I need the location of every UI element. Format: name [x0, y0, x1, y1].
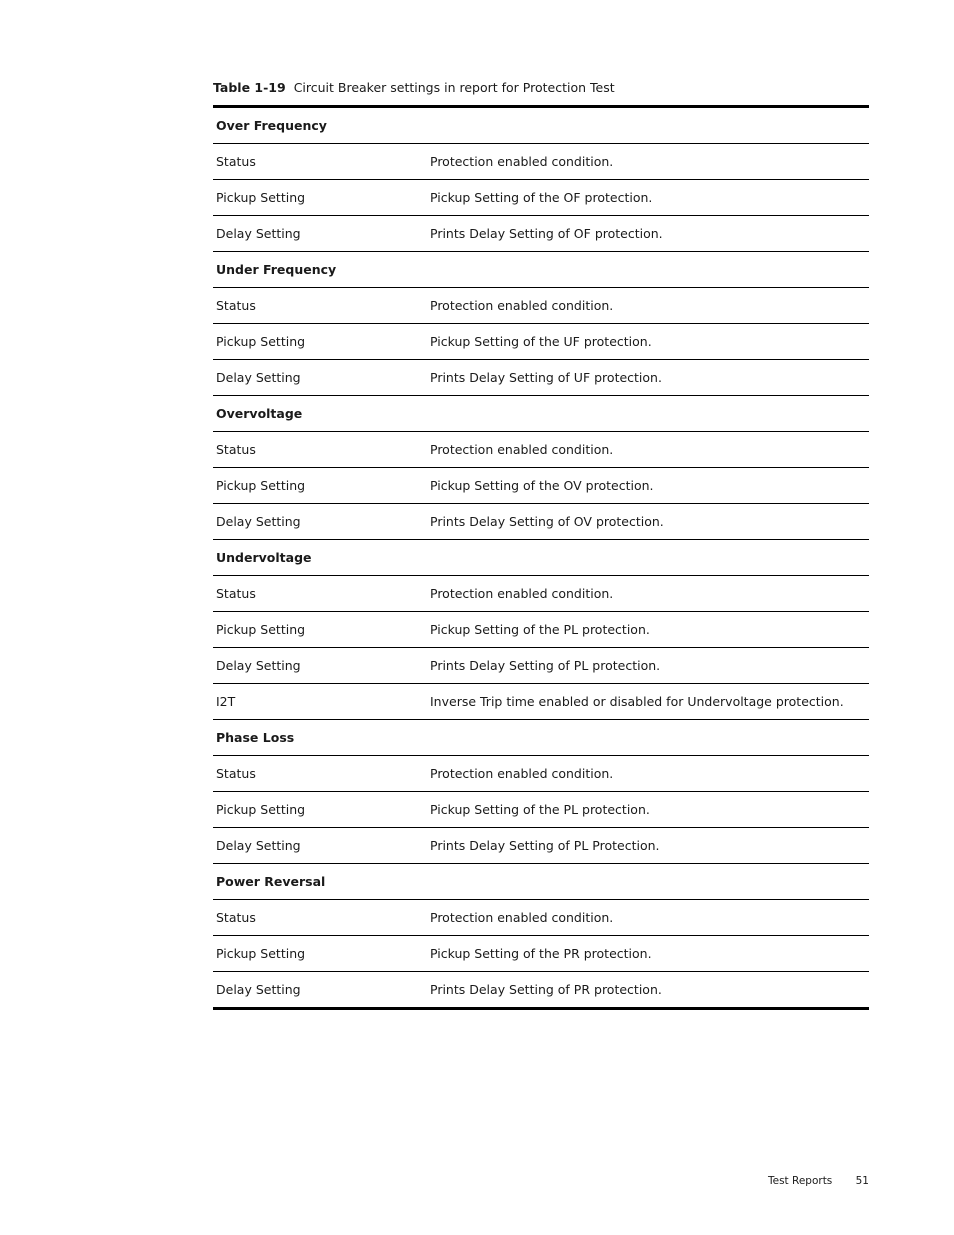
table-caption [213, 80, 615, 96]
section-header-row [213, 396, 869, 432]
setting-description: Prints Delay Setting of PL Protection. [430, 838, 660, 853]
setting-name: Delay Setting [216, 370, 301, 385]
setting-name: Pickup Setting [216, 190, 306, 205]
setting-name: Pickup Setting [216, 478, 306, 493]
setting-description: Protection enabled condition. [430, 298, 614, 313]
setting-name: Pickup Setting [216, 334, 306, 349]
setting-description: Pickup Setting of the PL protection. [430, 802, 650, 817]
section-title: Under Frequency [216, 262, 337, 277]
table-row [213, 756, 869, 792]
table-row [213, 900, 869, 936]
setting-description: Prints Delay Setting of OF protection. [430, 226, 663, 241]
section-title: Over Frequency [216, 118, 327, 133]
setting-name: Delay Setting [216, 838, 301, 853]
table-row [213, 504, 869, 540]
section-title: Power Reversal [216, 874, 326, 889]
page-footer [768, 1175, 869, 1187]
section-header-row [213, 252, 869, 288]
table-row [213, 612, 869, 648]
section-header-row [213, 720, 869, 756]
setting-name: Delay Setting [216, 982, 301, 997]
setting-name: Status [216, 154, 256, 169]
setting-name: I2T [216, 694, 236, 709]
setting-description: Prints Delay Setting of UF protection. [430, 370, 662, 385]
table-row [213, 648, 869, 684]
section-title: Overvoltage [216, 406, 303, 421]
setting-description: Protection enabled condition. [430, 154, 614, 169]
setting-name: Status [216, 910, 256, 925]
table-row [213, 792, 869, 828]
table-row [213, 324, 869, 360]
table-row [213, 684, 869, 720]
setting-description: Pickup Setting of the OV protection. [430, 478, 654, 493]
table-row [213, 468, 869, 504]
table-title: Circuit Breaker settings in report for Protection Test [293, 80, 615, 95]
setting-description: Pickup Setting of the PL protection. [430, 622, 650, 637]
table-row [213, 288, 869, 324]
setting-name: Status [216, 766, 256, 781]
settings-table [213, 105, 869, 1010]
section-title: Phase Loss [216, 730, 295, 745]
setting-description: Inverse Trip time enabled or disabled for Undervoltage protection. [430, 694, 844, 709]
setting-description: Protection enabled condition. [430, 766, 614, 781]
page-number: 51 [855, 1175, 869, 1187]
table-row [213, 432, 869, 468]
setting-description: Pickup Setting of the OF protection. [430, 190, 653, 205]
setting-name: Pickup Setting [216, 622, 306, 637]
setting-name: Delay Setting [216, 514, 301, 529]
setting-name: Delay Setting [216, 658, 301, 673]
table-row [213, 144, 869, 180]
table-row [213, 360, 869, 396]
setting-description: Pickup Setting of the UF protection. [430, 334, 652, 349]
section-header-row [213, 108, 869, 144]
table-row [213, 576, 869, 612]
setting-name: Pickup Setting [216, 946, 306, 961]
setting-name: Delay Setting [216, 226, 301, 241]
table-row [213, 972, 869, 1007]
section-title: Undervoltage [216, 550, 312, 565]
setting-name: Pickup Setting [216, 802, 306, 817]
setting-description: Prints Delay Setting of PL protection. [430, 658, 661, 673]
section-header-row [213, 540, 869, 576]
setting-description: Protection enabled condition. [430, 586, 614, 601]
section-header-row [213, 864, 869, 900]
setting-description: Protection enabled condition. [430, 910, 614, 925]
footer-section-title: Test Reports [767, 1175, 833, 1187]
table-row [213, 180, 869, 216]
setting-name: Status [216, 442, 256, 457]
table-row [213, 216, 869, 252]
setting-description: Pickup Setting of the PR protection. [430, 946, 652, 961]
setting-description: Prints Delay Setting of OV protection. [430, 514, 664, 529]
table-row [213, 828, 869, 864]
setting-description: Protection enabled condition. [430, 442, 614, 457]
table-row [213, 936, 869, 972]
table-number: Table 1-19 [213, 80, 286, 95]
setting-name: Status [216, 298, 256, 313]
setting-description: Prints Delay Setting of PR protection. [430, 982, 662, 997]
setting-name: Status [216, 586, 256, 601]
